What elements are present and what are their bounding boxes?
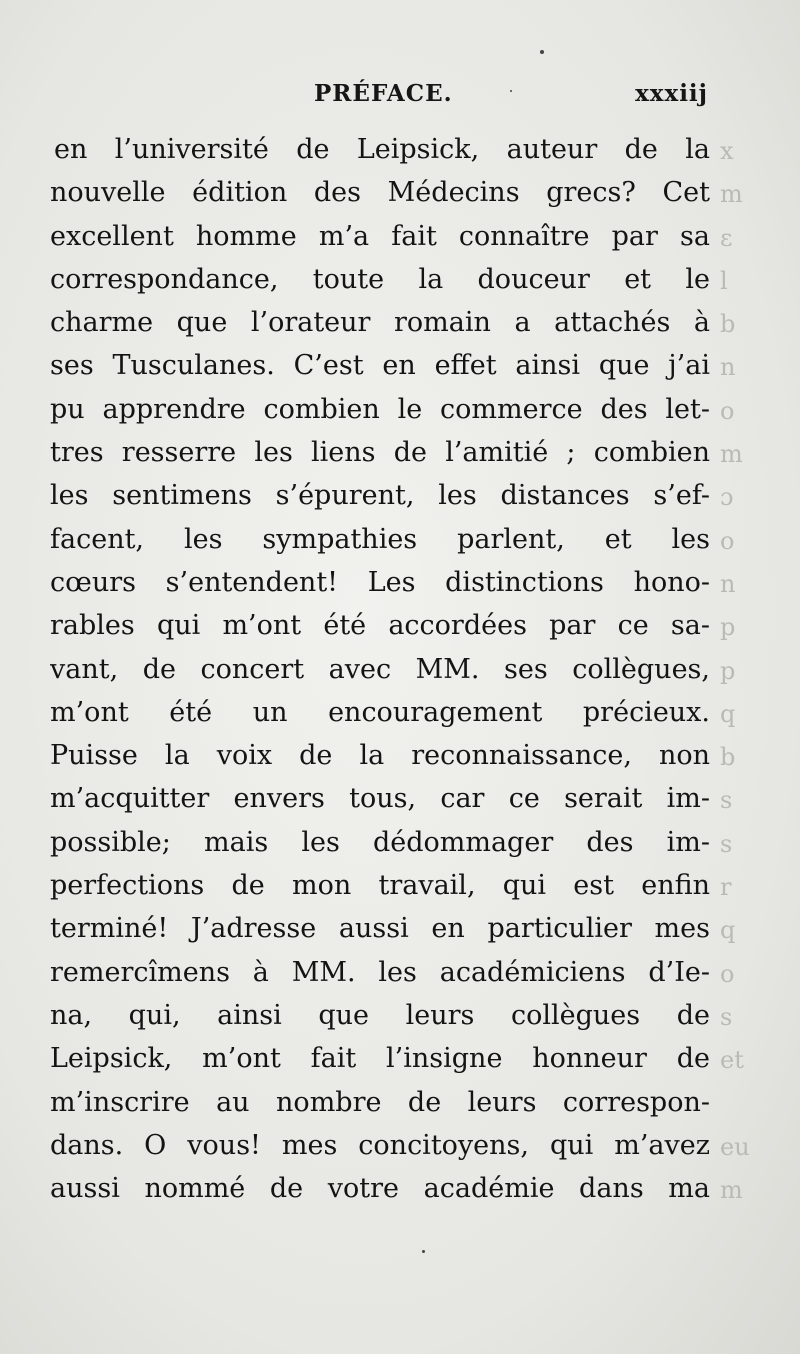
text-line: rables qui m’ont été accordées par ce sa- bbox=[50, 610, 710, 642]
text-line: les sentimens s’épurent, les distances s’ef- bbox=[50, 480, 710, 512]
bleed-line: et bbox=[720, 1046, 744, 1075]
bleed-line: x bbox=[720, 137, 734, 165]
bleed-line: o bbox=[720, 526, 735, 555]
page-header bbox=[56, 80, 708, 116]
bleed-line: q bbox=[720, 916, 736, 945]
bleed-line: n bbox=[720, 569, 736, 598]
bleed-line: b bbox=[720, 310, 736, 339]
ink-speck bbox=[422, 1250, 425, 1253]
bleed-line bbox=[712, 1083, 800, 1126]
text-line: possible; mais les dédommager des im- bbox=[50, 826, 710, 858]
bleed-line: o bbox=[720, 396, 735, 425]
text-line: excellent homme m’a fait connaître par sa bbox=[50, 220, 710, 252]
text-line: perfections de mon travail, qui est enfin bbox=[50, 870, 710, 902]
page-number: xxxiij bbox=[635, 80, 708, 107]
bleed-line: s bbox=[720, 786, 733, 815]
bleed-through-text bbox=[712, 130, 800, 1250]
text-line: ses Tusculanes. C’est en effet ainsi que j’ai bbox=[50, 350, 710, 382]
bleed-line: m bbox=[720, 1176, 743, 1205]
bleed-line: m bbox=[720, 440, 743, 469]
text-line: remercîmens à MM. les académiciens d’Ie- bbox=[50, 956, 710, 988]
bleed-line: p bbox=[720, 656, 736, 685]
text-line: Puisse la voix de la reconnaissance, non bbox=[50, 740, 710, 772]
bleed-line: q bbox=[720, 699, 736, 728]
text-line: na, qui, ainsi que leurs collègues de bbox=[50, 999, 710, 1031]
text-line: terminé! J’adresse aussi en particulier mes bbox=[50, 913, 710, 945]
bleed-line: ε bbox=[720, 223, 733, 252]
bleed-line: s bbox=[720, 829, 733, 858]
text-line: charme que l’orateur romain a attachés à bbox=[50, 307, 710, 339]
bleed-line: r bbox=[720, 873, 732, 902]
text-line: facent, les sympathies parlent, et les bbox=[50, 523, 710, 555]
bleed-line: p bbox=[720, 613, 736, 642]
text-line: dans. O vous! mes concitoyens, qui m’avez bbox=[50, 1129, 710, 1161]
text-line: pu apprendre combien le commerce des let- bbox=[50, 393, 710, 425]
ink-speck bbox=[540, 50, 544, 54]
text-line: aussi nommé de votre académie dans ma bbox=[50, 1173, 710, 1205]
bleed-line: o bbox=[720, 959, 735, 988]
bleed-line: l bbox=[720, 266, 728, 295]
text-line: correspondance, toute la douceur et le bbox=[50, 263, 710, 295]
bleed-line: eu bbox=[720, 1132, 750, 1161]
text-line: en l’université de Leipsick, auteur de la bbox=[54, 134, 710, 165]
running-title: PRÉFACE. bbox=[314, 80, 453, 107]
text-line: vant, de concert avec MM. ses collègues, bbox=[50, 653, 710, 685]
text-line: cœurs s’entendent! Les distinctions hono- bbox=[50, 566, 710, 598]
bleed-line: m bbox=[720, 180, 743, 209]
text-line: m’acquitter envers tous, car ce serait im- bbox=[50, 783, 710, 815]
bleed-line: ɔ bbox=[720, 483, 734, 512]
text-line: m’ont été un encouragement précieux. bbox=[50, 696, 710, 728]
text-line: m’inscrire au nombre de leurs correspon- bbox=[50, 1086, 710, 1118]
body-text bbox=[50, 128, 710, 1210]
text-line: tres resserre les liens de l’amitié ; combien bbox=[50, 437, 710, 469]
text-line: nouvelle édition des Médecins grecs? Cet bbox=[50, 177, 710, 209]
bleed-line: n bbox=[720, 353, 736, 382]
text-line: Leipsick, m’ont fait l’insigne honneur de bbox=[50, 1043, 710, 1075]
bleed-line: s bbox=[720, 1002, 733, 1031]
ink-speck bbox=[510, 90, 512, 92]
bleed-line: b bbox=[720, 743, 736, 772]
